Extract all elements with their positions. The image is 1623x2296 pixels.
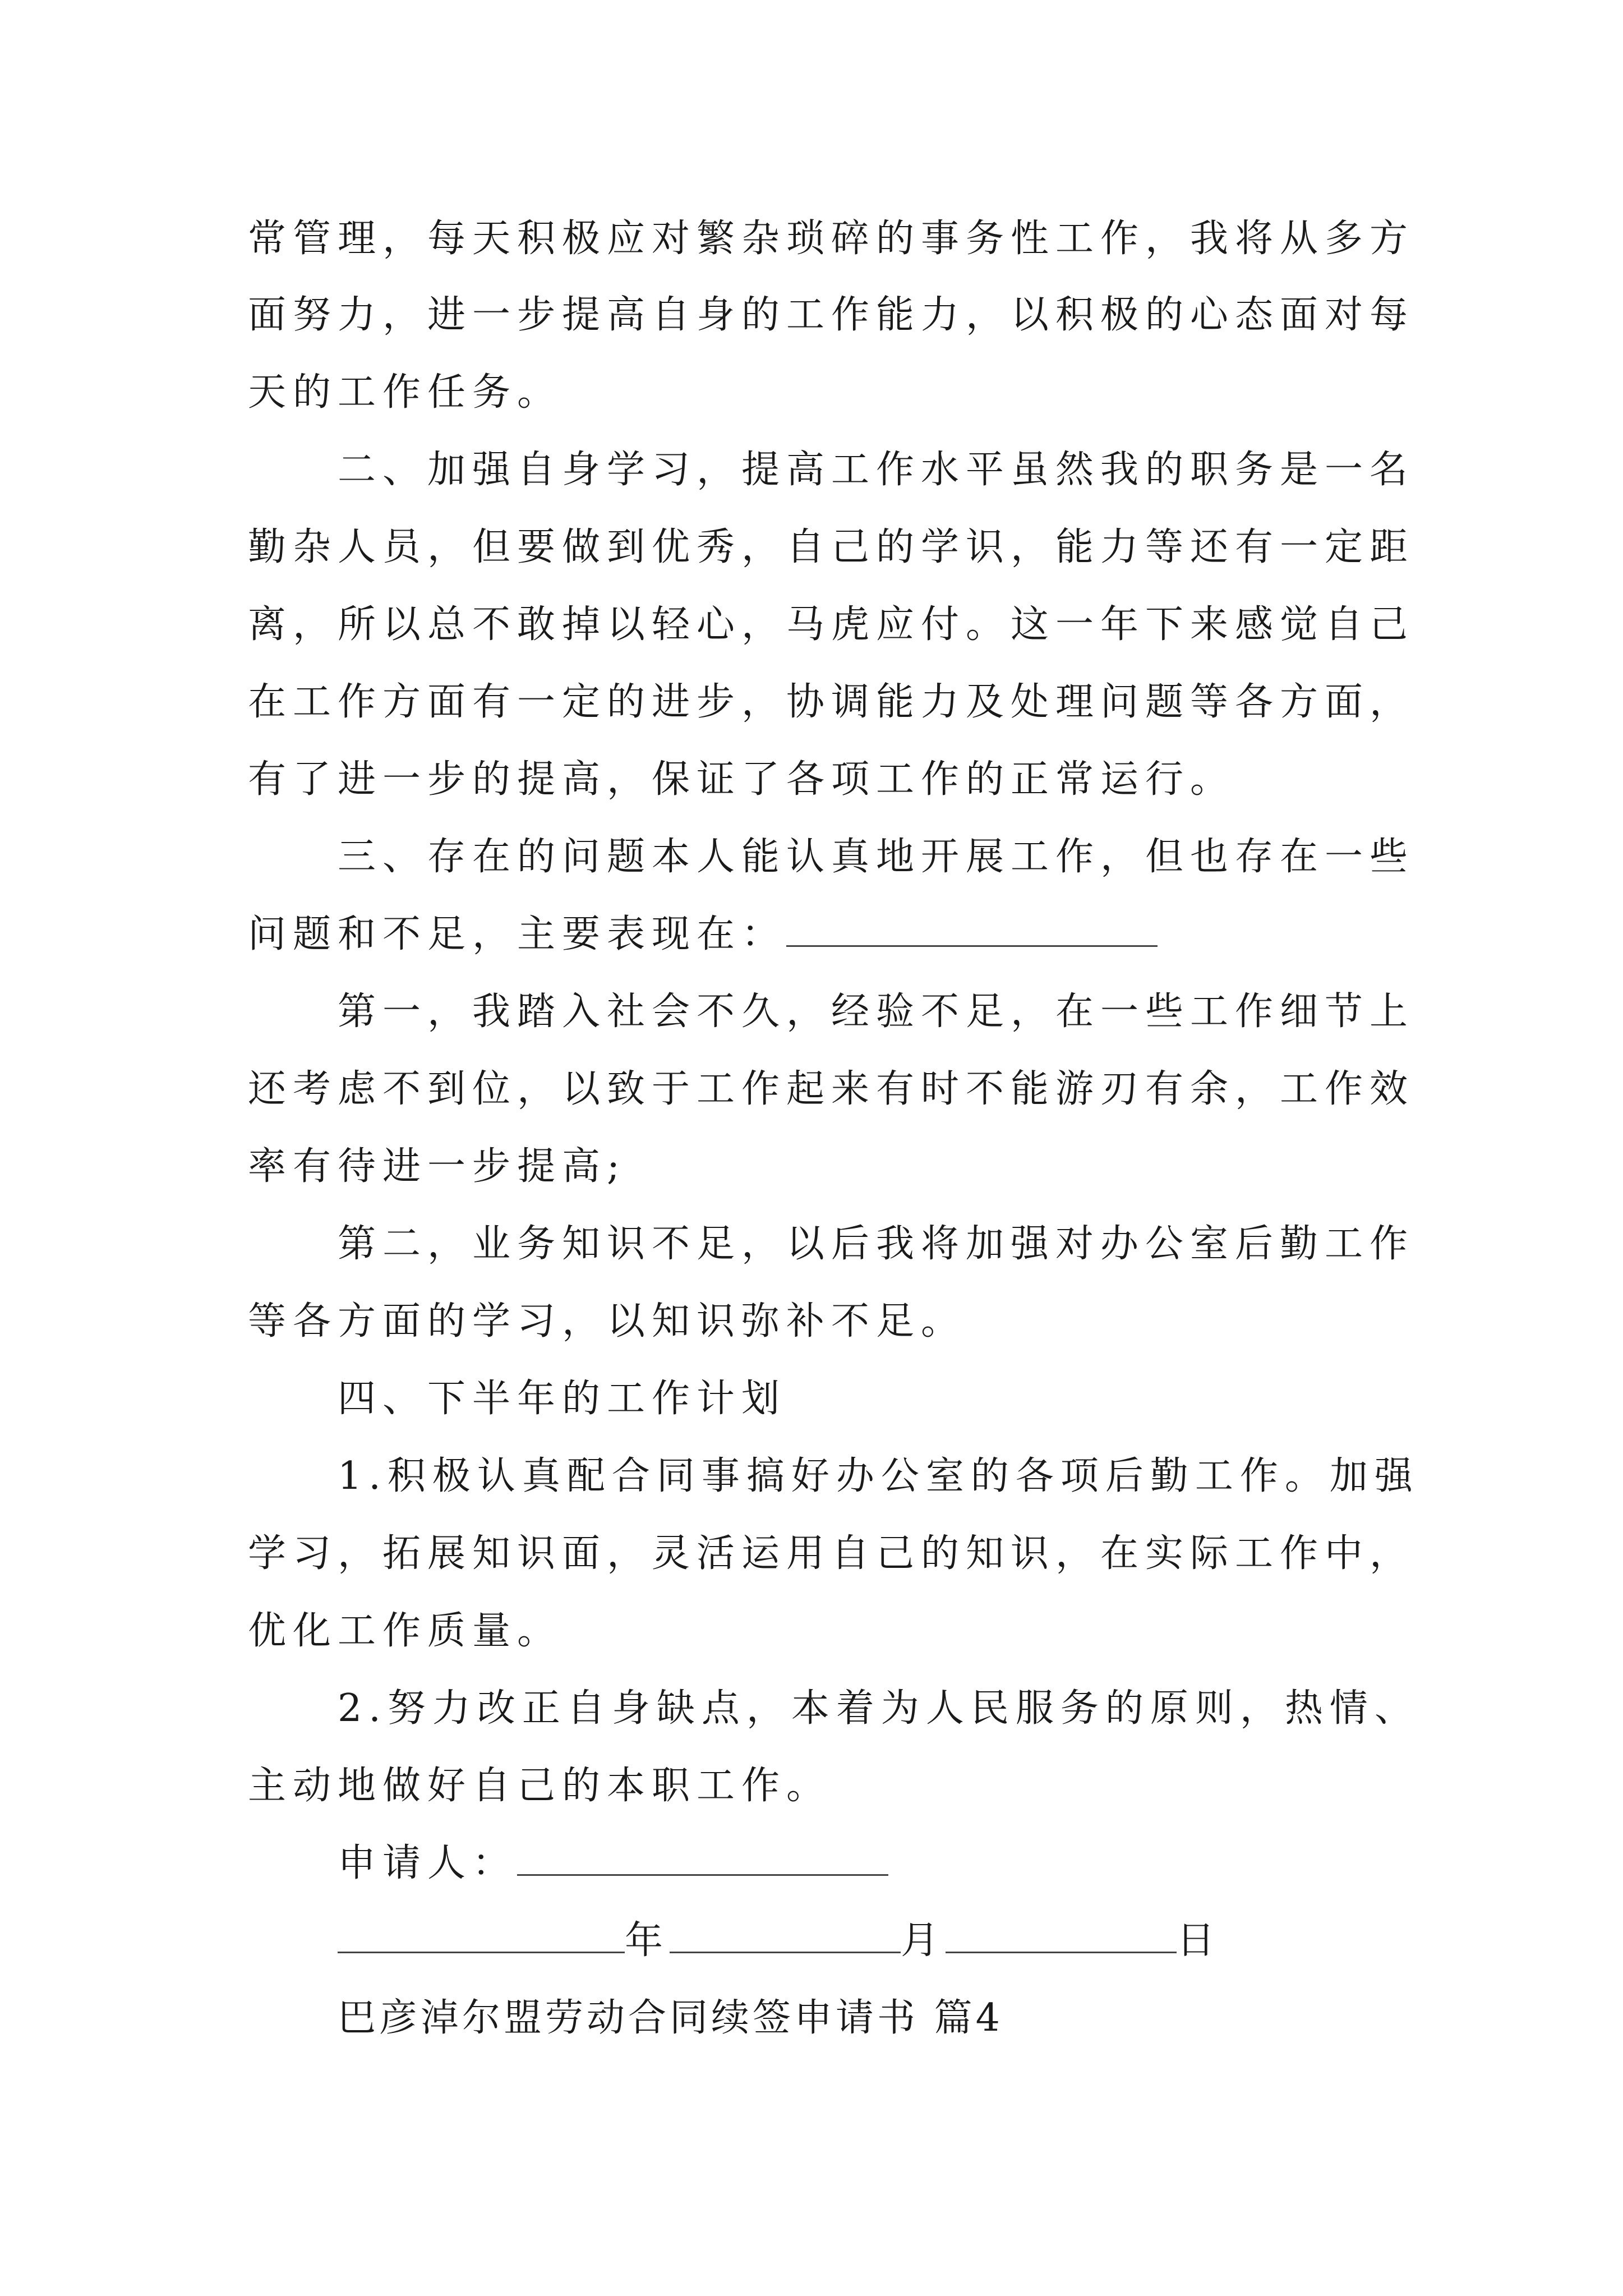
section-4-heading: 四、下半年的工作计划 [338, 1377, 787, 1421]
text-line: 学习，拓展知识面，灵活运用自己的知识，在实际工作中， [248, 1531, 1415, 1576]
section-3-heading: 三、存在的问题本人能认真地开展工作，但也存在一些 [338, 835, 1415, 879]
issues-blank[interactable] [786, 916, 1158, 947]
applicant-line [338, 1841, 888, 1885]
text-line [248, 912, 1158, 956]
text-line: 等各方面的学习，以知识弥补不足。 [248, 1299, 966, 1343]
section-2-heading: 二、加强自身学习，提高工作水平虽然我的职务是一名 [338, 448, 1415, 492]
text-line: 优化工作质量。 [248, 1609, 562, 1653]
day-blank[interactable] [946, 1922, 1177, 1953]
text-line: 率有待进一步提高; [248, 1144, 626, 1189]
year-label: 年 [625, 1918, 670, 1963]
year-blank[interactable] [338, 1922, 625, 1953]
text-line: 主动地做好自己的本职工作。 [248, 1764, 832, 1808]
issues-label: 问题和不足，主要表现在： [248, 912, 787, 956]
text-line: 勤杂人员，但要做到优秀，自己的学识，能力等还有一定距 [248, 525, 1415, 569]
month-label: 月 [901, 1918, 946, 1963]
issue-one: 第一，我踏入社会不久，经验不足，在一些工作细节上 [338, 990, 1415, 1034]
text-line: 在工作方面有一定的进步，协调能力及处理问题等各方面， [248, 680, 1415, 724]
next-section-title: 巴彦淖尔盟劳动合同续签申请书 篇4 [338, 1996, 1003, 2040]
plan-item-1: 1.积极认真配合同事搞好办公室的各项后勤工作。加强 [338, 1454, 1419, 1498]
text-line: 离，所以总不敢掉以轻心，马虎应付。这一年下来感觉自己 [248, 602, 1415, 647]
month-blank[interactable] [670, 1922, 901, 1953]
applicant-blank[interactable] [517, 1845, 888, 1876]
text-line: 有了进一步的提高，保证了各项工作的正常运行。 [248, 757, 1235, 802]
day-label: 日 [1177, 1918, 1222, 1963]
date-line [338, 1918, 1222, 1963]
text-line: 面努力，进一步提高自身的工作能力，以积极的心态面对每 [248, 293, 1415, 337]
text-line: 还考虑不到位，以致于工作起来有时不能游刃有余，工作效 [248, 1067, 1415, 1111]
text-line: 天的工作任务。 [248, 370, 562, 415]
plan-item-2: 2.努力改正自身缺点，本着为人民服务的原则，热情、 [338, 1686, 1419, 1731]
issue-two: 第二，业务知识不足，以后我将加强对办公室后勤工作 [338, 1222, 1415, 1266]
text-line: 常管理，每天积极应对繁杂琐碎的事务性工作，我将从多方 [248, 217, 1415, 261]
applicant-label: 申请人： [338, 1841, 518, 1885]
